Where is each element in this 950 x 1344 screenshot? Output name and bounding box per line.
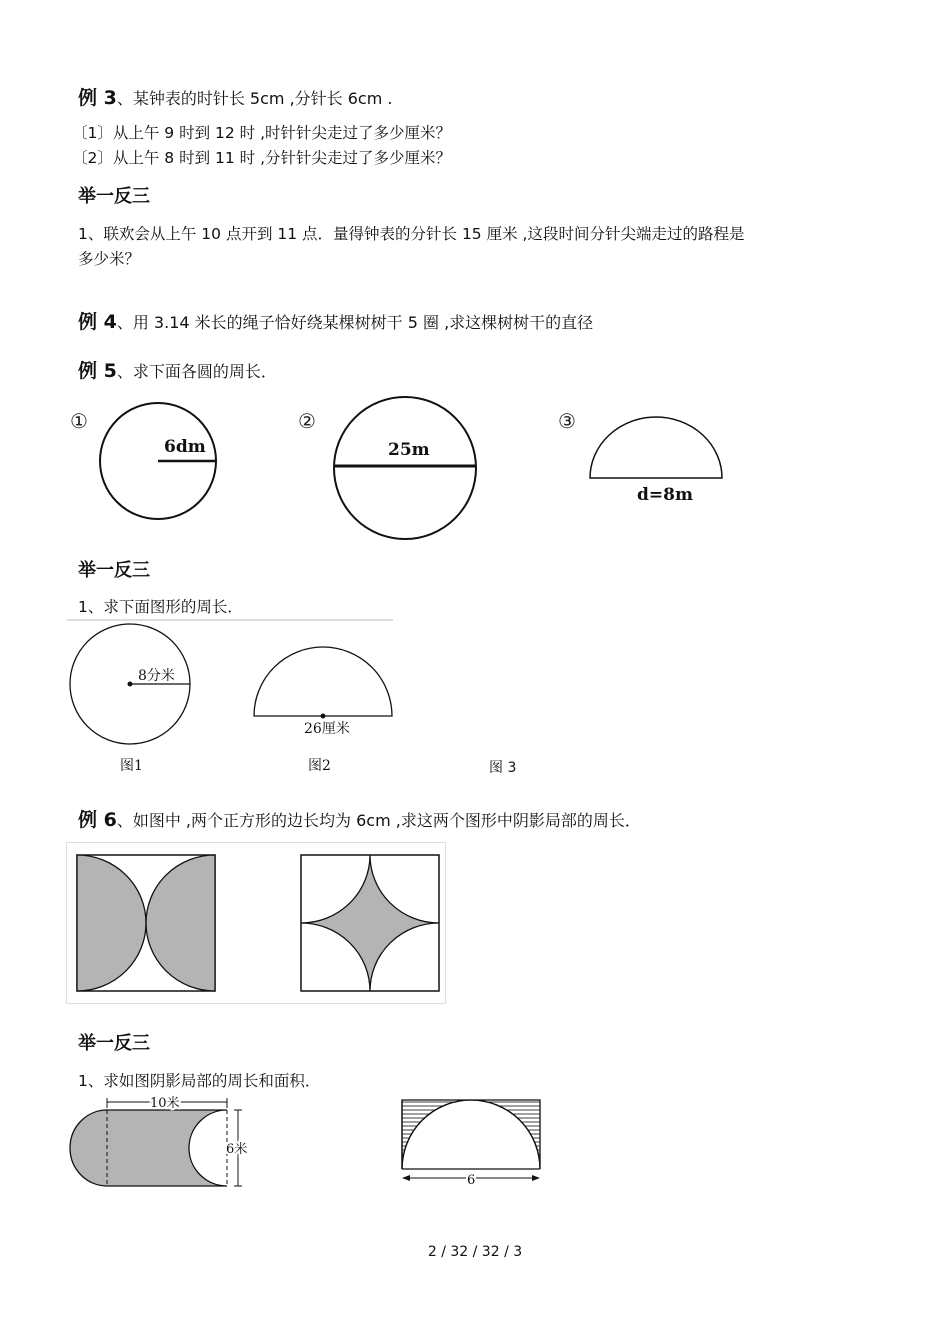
example-6-title: 例 6、如图中 ,两个正方形的边长均为 6cm ,求这两个图形中阴影局部的周长． [78,809,641,831]
example-6-figures [66,842,446,1004]
hatched-region [402,1100,540,1169]
figure-circle-diameter [298,397,476,539]
practice-heading-3: 举一反三 [78,1033,150,1054]
semicircle-label: d=8m [637,485,693,505]
width-label: 10米 [150,1096,180,1111]
practice-3-figures [60,1092,560,1197]
practice-1-line-2: 多少米？ [78,250,141,268]
figure-1-caption: 图1 [120,758,143,774]
practice-heading-2: 举一反三 [78,560,150,581]
example-4-title: 例 4、用 3.14 米长的绳子恰好绕某棵树树干 5 圈 ,求这棵树树干的直径 [78,311,594,333]
practice-3-figure-1 [70,1095,247,1186]
example-5-figures [60,398,760,548]
base-label: 6 [467,1173,476,1188]
example-3-title: 例 3、某钟表的时针长 5cm ,分针长 6cm . [78,87,393,109]
practice-heading-1: 举一反三 [78,186,150,207]
diameter-label: 25m [388,440,430,460]
semicircle-center-dot [321,714,326,719]
figure-1-number: ① [70,409,88,433]
practice-2-figures [60,618,540,783]
square-with-semicircles [77,855,215,991]
arrow-right [532,1175,540,1181]
practice-diameter-label: 26厘米 [304,721,350,737]
figure-circle-radius [70,403,216,519]
capsule-shade [70,1110,227,1186]
practice-2-question: 1、求下面图形的周长． [78,598,243,616]
figure-3-number: ③ [558,409,576,433]
figure-semicircle [558,409,722,505]
practice-radius-label: 8分米 [138,668,175,684]
practice-figure-2 [254,647,392,774]
semicircle-3 [590,417,722,478]
practice-semicircle [254,647,392,716]
example-3-question-1: 〔1〕从上午 9 时到 12 时 ,时针针尖走过了多少厘米？ [72,124,452,142]
practice-figure-1 [70,624,190,774]
radius-label: 6dm [164,437,206,457]
example-5-title: 例 5、求下面各圆的周长． [78,360,277,382]
practice-3-figure-2 [402,1100,540,1188]
practice-3-question: 1、求如图阴影局部的周长和面积． [78,1072,321,1090]
arrow-left [402,1175,410,1181]
figure-2-caption: 图2 [308,758,331,774]
circle-2 [334,397,476,539]
square-with-star [301,855,439,991]
figure-3-caption: 图 3 [489,760,517,776]
page-number: 2 / 32 / 32 / 3 [427,1244,523,1260]
figure-2-number: ② [298,409,316,433]
example-3-question-2: 〔2〕从上午 8 时到 11 时 ,分针针尖走过了多少厘米？ [72,149,452,167]
height-label: 6米 [226,1142,248,1157]
practice-1-line-1: 1、联欢会从上午 10 点开到 11 点．量得钟表的分针长 15 厘米 ,这段时间分针尖端走过的路程是 [78,225,745,243]
